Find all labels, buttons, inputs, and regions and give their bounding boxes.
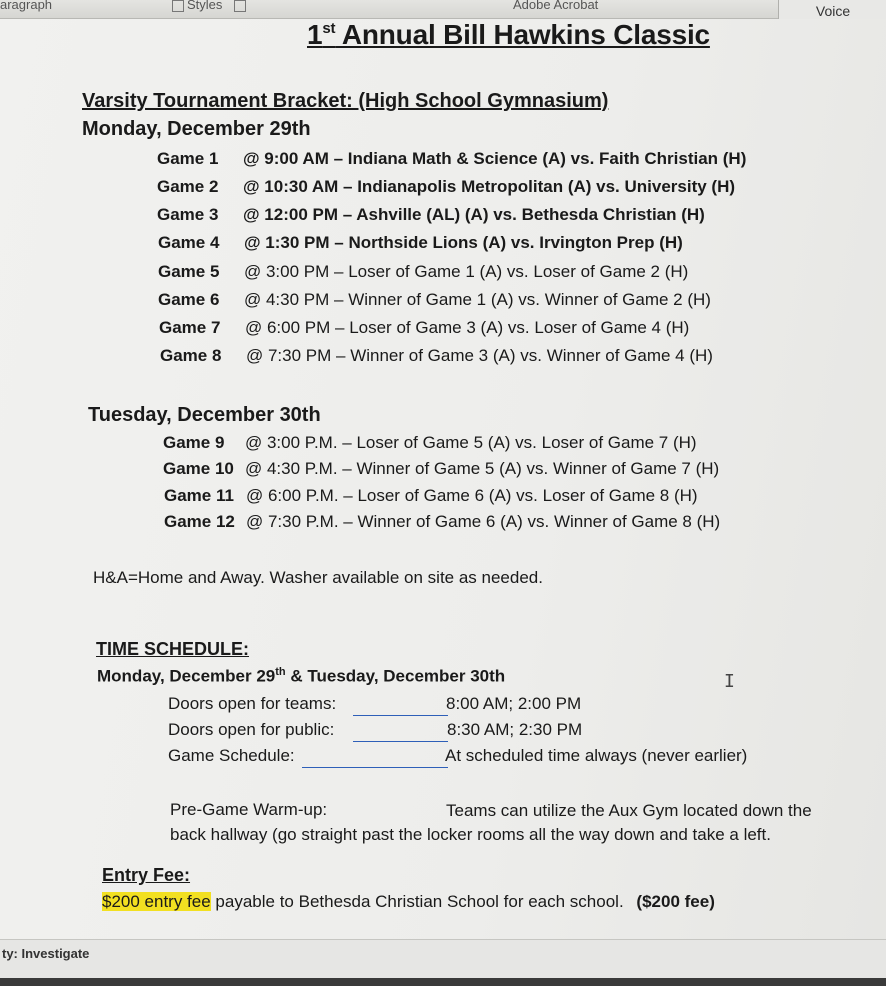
styles-group[interactable]: [172, 0, 249, 12]
title-text: Annual Bill Hawkins Classic: [335, 19, 710, 50]
game-detail: @ 6:00 PM – Loser of Game 3 (A) vs. Loser of Game 4 (H): [245, 318, 690, 337]
monday-heading: Monday, December 29th: [82, 118, 311, 140]
game-detail: @ 7:30 P.M. – Winner of Game 6 (A) vs. Winner of Game 8 (H): [246, 512, 721, 531]
game-detail: @ 9:00 AM – Indiana Math & Science (A) vs. Faith Christian (H): [243, 149, 747, 168]
tab-leader-line: [353, 741, 448, 742]
entry-fee-heading: Entry Fee:: [102, 865, 191, 885]
warmup-text-line-2: back hallway (go straight past the locker rooms all the way down and take a left.: [170, 825, 771, 844]
warmup-label: Pre-Game Warm-up:: [170, 800, 328, 819]
game-row: [160, 346, 713, 366]
bracket-heading: Varsity Tournament Bracket: (High School Gymnasium): [82, 90, 609, 112]
game-label: Game 5: [158, 262, 220, 281]
game-row: [157, 149, 746, 169]
game-detail: @ 7:30 PM – Winner of Game 3 (A) vs. Winner of Game 4 (H): [246, 346, 713, 365]
styles-group-label: Styles: [187, 0, 223, 12]
game-row: [163, 433, 697, 453]
styles-icon: [172, 0, 184, 12]
game-label: Game 9: [163, 433, 225, 452]
schedule-days-superscript: th: [275, 666, 286, 678]
entry-fee-line: [102, 892, 715, 912]
document-title: [307, 19, 710, 51]
game-row: [157, 177, 735, 197]
game-label: Game 4: [158, 233, 220, 252]
game-detail: @ 1:30 PM – Northside Lions (A) vs. Irvington Prep (H): [244, 233, 683, 252]
game-label: Game 3: [157, 205, 219, 224]
game-label: Game 10: [163, 459, 234, 478]
game-label: Game 6: [158, 290, 220, 309]
schedule-row: [168, 746, 808, 770]
game-detail: @ 3:00 P.M. – Loser of Game 5 (A) vs. Loser of Game 7 (H): [245, 433, 697, 452]
tab-leader-line: [302, 767, 448, 768]
game-row: [157, 205, 705, 225]
tuesday-heading: Tuesday, December 30th: [88, 404, 321, 426]
document-page[interactable]: [0, 19, 886, 939]
text-cursor-icon: I: [724, 671, 735, 692]
voice-button[interactable]: Voice: [778, 0, 886, 23]
game-row: [158, 233, 683, 253]
game-label: Game 11: [164, 486, 234, 505]
game-row: [158, 262, 688, 282]
title-ordinal: 1: [307, 19, 323, 50]
schedule-days-start: Monday, December 29: [97, 666, 276, 686]
game-label: Game 2: [157, 177, 219, 196]
game-row: [159, 318, 689, 338]
schedule-days-end: & Tuesday, December 30th: [285, 666, 506, 686]
game-label: Game 12: [164, 512, 235, 531]
ribbon-toolbar: [0, 0, 886, 19]
game-row: [164, 486, 698, 506]
schedule-value: 8:30 AM; 2:30 PM: [447, 720, 583, 739]
game-detail: @ 3:00 PM – Loser of Game 1 (A) vs. Loser of Game 2 (H): [244, 262, 689, 281]
game-detail: @ 10:30 AM – Indianapolis Metropolitan (A) vs. University (H): [243, 177, 736, 196]
schedule-row: [168, 720, 618, 744]
accessibility-status[interactable]: ty: Investigate: [2, 946, 90, 961]
schedule-label: Doors open for public:: [168, 720, 335, 739]
entry-fee-note: ($200 fee): [636, 892, 715, 911]
time-schedule-heading: TIME SCHEDULE:: [96, 639, 249, 659]
adobe-acrobat-tab[interactable]: Adobe Acrobat: [513, 0, 599, 12]
schedule-row: [168, 694, 618, 718]
game-row: [163, 459, 719, 479]
dialog-launcher-icon[interactable]: [234, 0, 246, 12]
schedule-value: 8:00 AM; 2:00 PM: [446, 694, 582, 713]
entry-fee-text: payable to Bethesda Christian School for each school.: [210, 892, 624, 911]
schedule-days: [97, 666, 505, 687]
warmup-text-line-1: Teams can utilize the Aux Gym located down the: [446, 801, 812, 820]
game-label: Game 1: [157, 149, 219, 168]
tab-leader-line: [353, 715, 448, 716]
schedule-label: Game Schedule:: [168, 746, 295, 765]
home-away-note: H&A=Home and Away. Washer available on site as needed.: [93, 568, 543, 587]
game-detail: @ 6:00 P.M. – Loser of Game 6 (A) vs. Loser of Game 8 (H): [246, 486, 698, 505]
paragraph-group-label[interactable]: aragraph: [0, 0, 53, 12]
game-row: [164, 512, 720, 532]
schedule-value: At scheduled time always (never earlier): [445, 746, 748, 765]
game-detail: @ 4:30 PM – Winner of Game 1 (A) vs. Winner of Game 2 (H): [244, 290, 711, 309]
game-detail: @ 12:00 PM – Ashville (AL) (A) vs. Bethesda Christian (H): [243, 205, 705, 224]
game-label: Game 7: [159, 318, 221, 337]
status-bar: [0, 939, 886, 986]
schedule-label: Doors open for teams:: [168, 694, 337, 713]
game-detail: @ 4:30 P.M. – Winner of Game 5 (A) vs. Winner of Game 7 (H): [245, 459, 720, 478]
game-label: Game 8: [160, 346, 222, 365]
title-superscript: st: [322, 20, 336, 37]
entry-fee-highlight: $200 entry fee: [102, 892, 211, 911]
game-row: [158, 290, 711, 310]
